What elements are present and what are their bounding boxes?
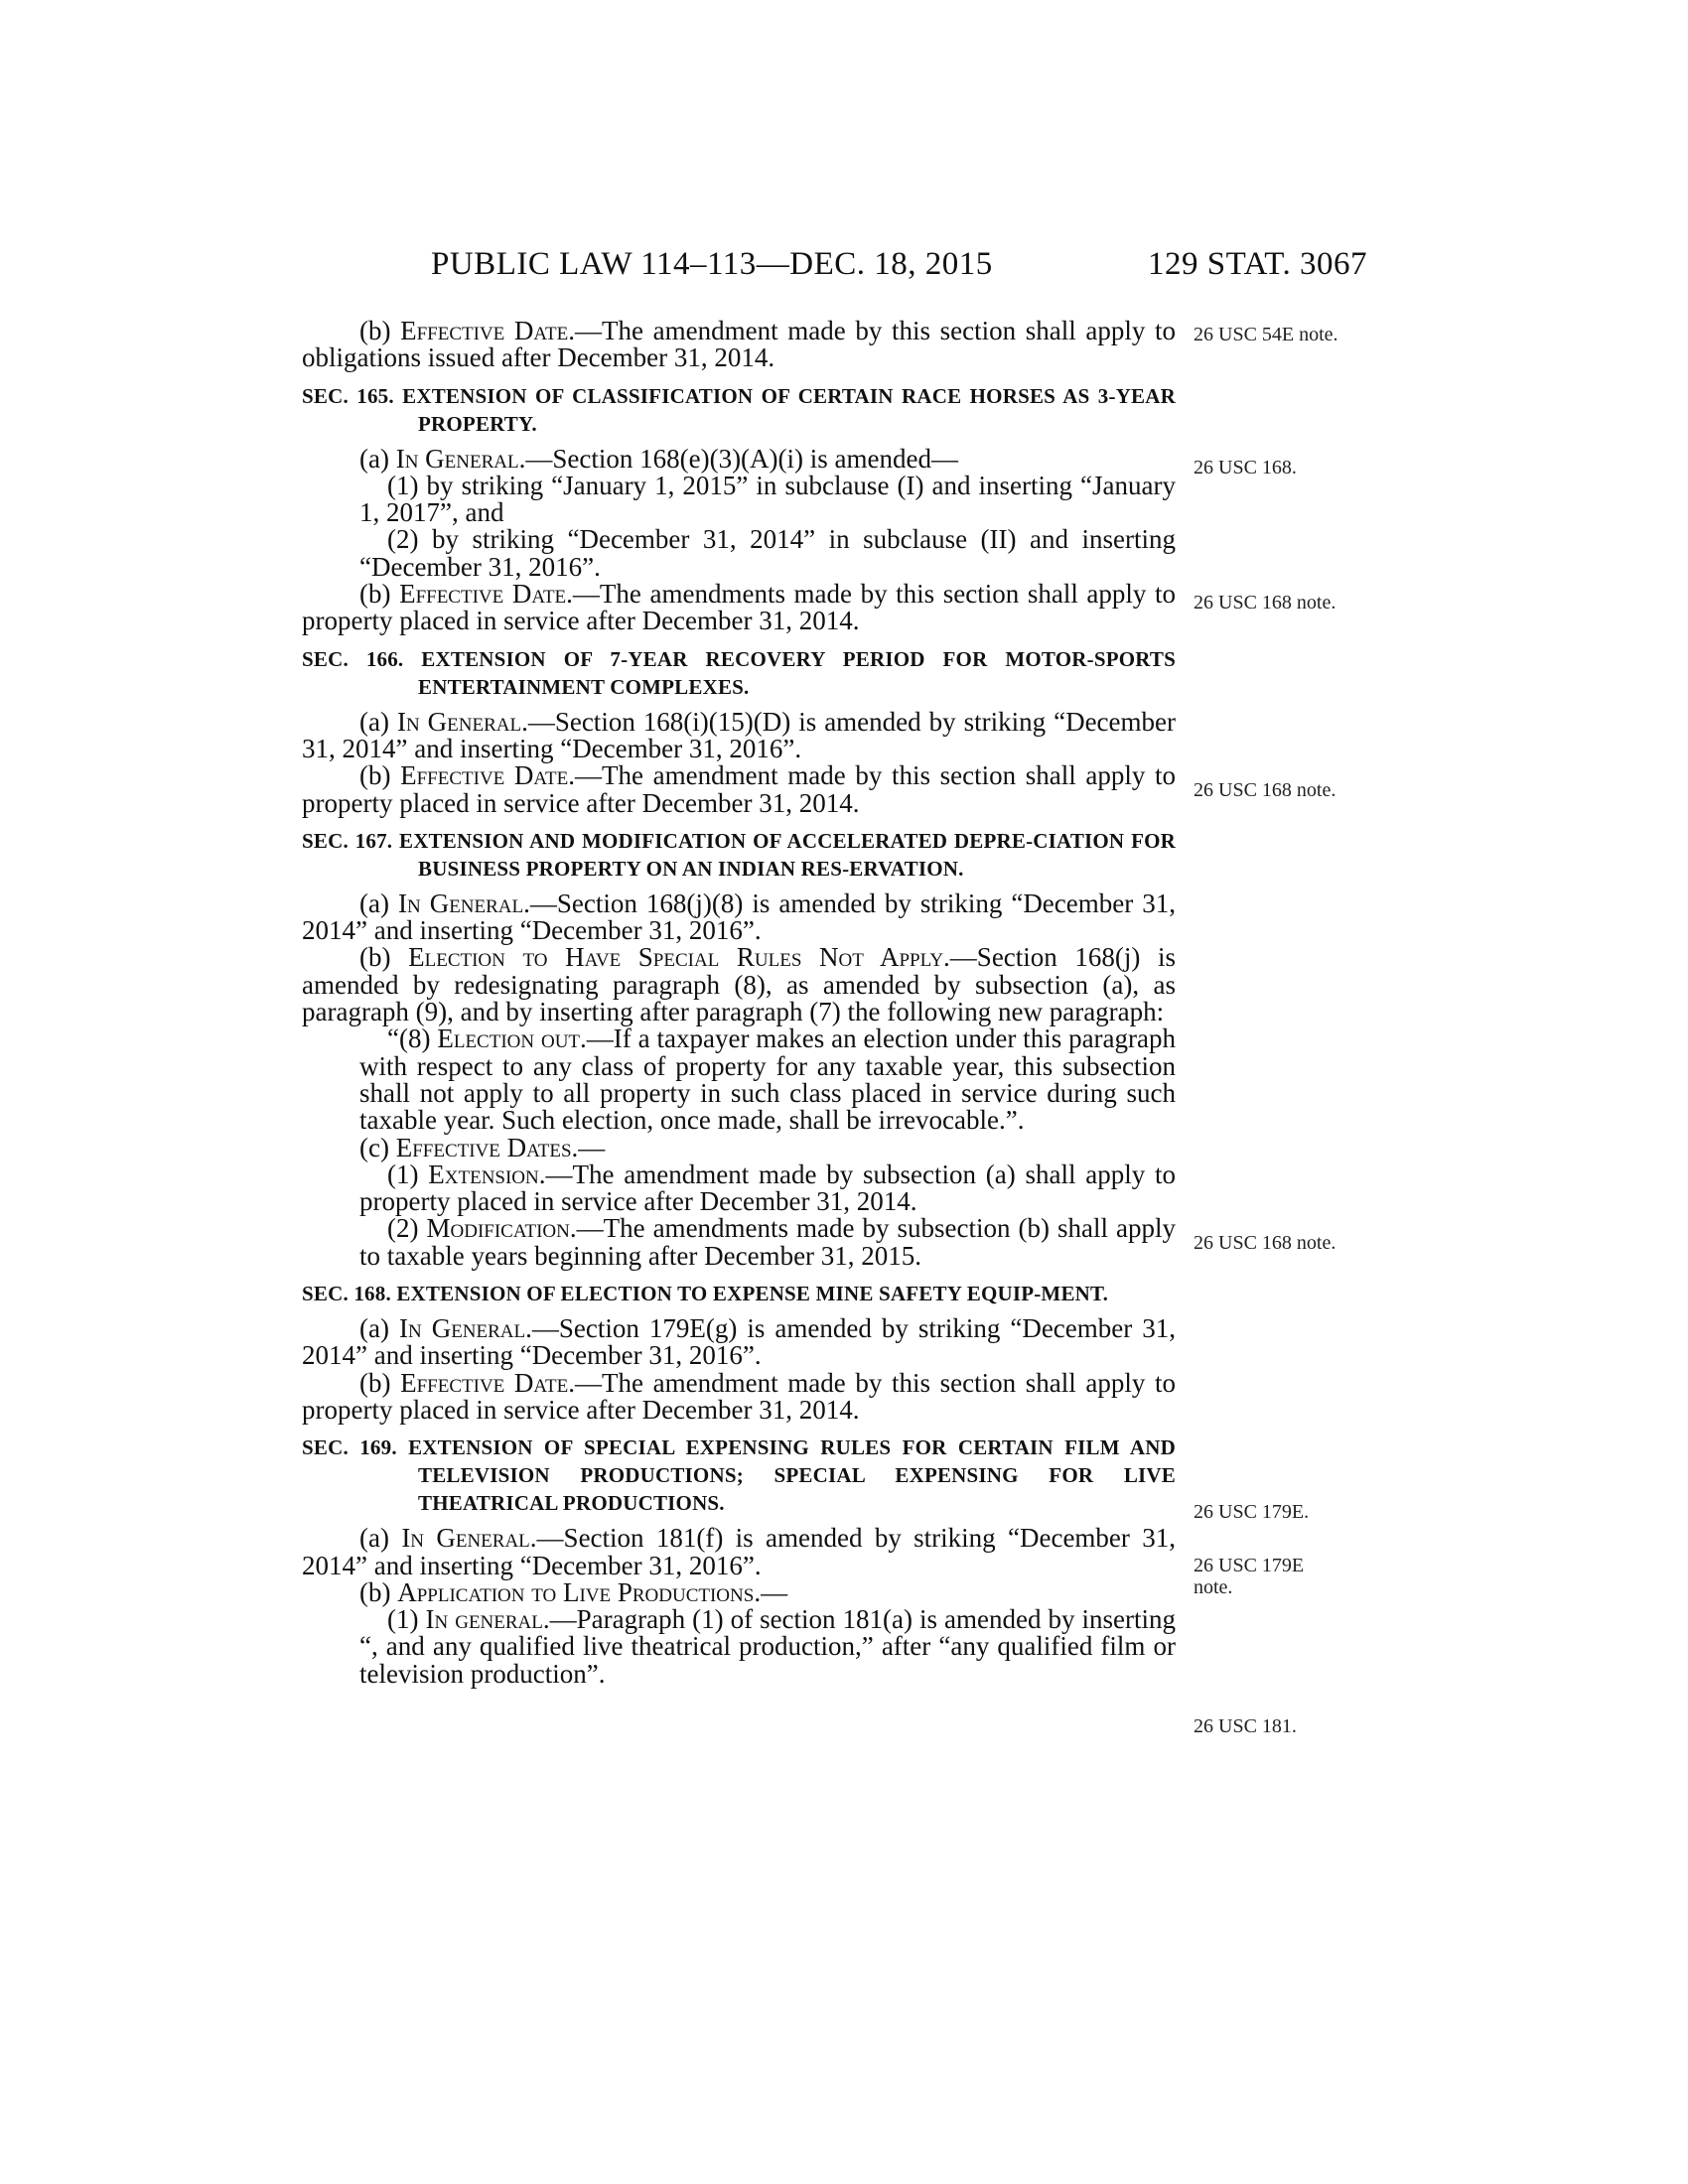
paragraph-in-general: (a) In General.—Section 168(j)(8) is amended by striking “December 31, 2014” and inserting “December 31, 2016”.: [302, 887, 1176, 946]
section-heading-168: SEC. 168. EXTENSION OF ELECTION TO EXPENSE MINE SAFETY EQUIP-MENT.: [302, 1282, 1109, 1306]
running-header-title: PUBLIC LAW 114–113—DEC. 18, 2015: [431, 246, 993, 282]
paragraph-in-general: (a) In General.—Section 168(e)(3)(A)(i) is amended—: [359, 443, 958, 474]
paragraph-in-general-live: (1) In general.—Paragraph (1) of section 181(a) is amended by inserting “, and any qualified live theatrical production,” after “any qualified film or television production”.: [359, 1604, 1176, 1689]
section-heading-167: SEC. 167. EXTENSION AND MODIFICATION OF ACCELERATED DEPRE-CIATION FOR BUSINESS PROPERTY ON AN INDIAN RES-ERVATION.: [302, 828, 1176, 881]
paragraph-live-productions: (b) Application to Live Productions.—: [359, 1576, 788, 1607]
margin-note-citation: 26 USC 181.: [1194, 1715, 1297, 1737]
paragraph-item-1: (1) by striking “January 1, 2015” in subclause (I) and inserting “January 1, 2017”, and: [359, 470, 1176, 528]
paragraph-in-general: (a) In General.—Section 168(i)(15)(D) is amended by striking “December 31, 2014” and inserting “December 31, 2016”.: [302, 706, 1176, 763]
paragraph-quoted-election-out: “(8) Election out.—If a taxpayer makes an election under this paragraph with respect to any class of property for any taxable year, this subsection shall not apply to all property in such class placed in service during such taxable year. Such election, once made, shall be irrevocable.”.: [359, 1024, 1177, 1136]
paragraph-effective-date: (b) Effective Date.—The amendment made by this section shall apply to obligations issued after December 31, 2014.: [302, 316, 1176, 373]
paragraph-in-general: (a) In General.—Section 181(f) is amended by striking “December 31, 2014” and inserting “December 31, 2016”.: [302, 1523, 1176, 1580]
margin-note-citation: 26 USC 168 note.: [1194, 1232, 1336, 1254]
section-heading-166: SEC. 166. EXTENSION OF 7-YEAR RECOVERY PERIOD FOR MOTOR-SPORTS ENTERTAINMENT COMPLEXES.: [302, 646, 1176, 699]
paragraph-effective-date: (b) Effective Date.—The amendments made by this section shall apply to property placed in service after December 31, 2014.: [302, 579, 1177, 636]
main-text: [302, 318, 1176, 1688]
paragraph-in-general: (a) In General.—Section 179E(g) is amended by striking “December 31, 2014” and inserting “December 31, 2016”.: [302, 1313, 1177, 1371]
paragraph-effective-dates: (c) Effective Dates.—: [359, 1132, 606, 1162]
margin-note-citation: 26 USC 168 note.: [1194, 779, 1336, 801]
paragraph-effective-date: (b) Effective Date.—The amendment made by this section shall apply to property placed in service after December 31, 2014.: [302, 760, 1176, 818]
running-header-page-number: 129 STAT. 3067: [1148, 246, 1368, 282]
margin-note-citation: 26 USC 179E.: [1194, 1501, 1310, 1523]
paragraph-effective-date: (b) Effective Date.—The amendment made by this section shall apply to property placed in service after December 31, 2014.: [302, 1367, 1176, 1425]
margin-note-citation: 26 USC 54E note.: [1194, 324, 1338, 345]
margin-note-citation: 26 USC 168 note.: [1194, 592, 1336, 614]
paragraph-modification: (2) Modification.—The amendments made by subsection (b) shall apply to taxable years beginning after December 31, 2015.: [359, 1213, 1177, 1271]
section-heading-169: SEC. 169. EXTENSION OF SPECIAL EXPENSING RULES FOR CERTAIN FILM AND TELEVISION PRODUCTIONS; SPECIAL EXPENSING FOR LIVE THEATRICAL PRODUCTIONS.: [302, 1435, 1176, 1516]
margin-note-citation: 26 USC 168.: [1194, 457, 1297, 478]
paragraph-election-special-rules: (b) Election to Have Special Rules Not Apply.—Section 168(j) is amended by redesignating paragraph (8), as amended by subsection (a), as paragraph (9), and by inserting after paragraph (7) the following new paragraph:: [302, 942, 1177, 1027]
paragraph-extension: (1) Extension.—The amendment made by subsection (a) shall apply to property placed in service after December 31, 2014.: [359, 1159, 1177, 1217]
paragraph-item-2: (2) by striking “December 31, 2014” in subclause (II) and inserting “December 31, 2016”.: [359, 524, 1176, 582]
margin-note-citation: 26 USC 179E note.: [1194, 1555, 1305, 1598]
section-heading-165: SEC. 165. EXTENSION OF CLASSIFICATION OF CERTAIN RACE HORSES AS 3-YEAR PROPERTY.: [302, 383, 1176, 436]
